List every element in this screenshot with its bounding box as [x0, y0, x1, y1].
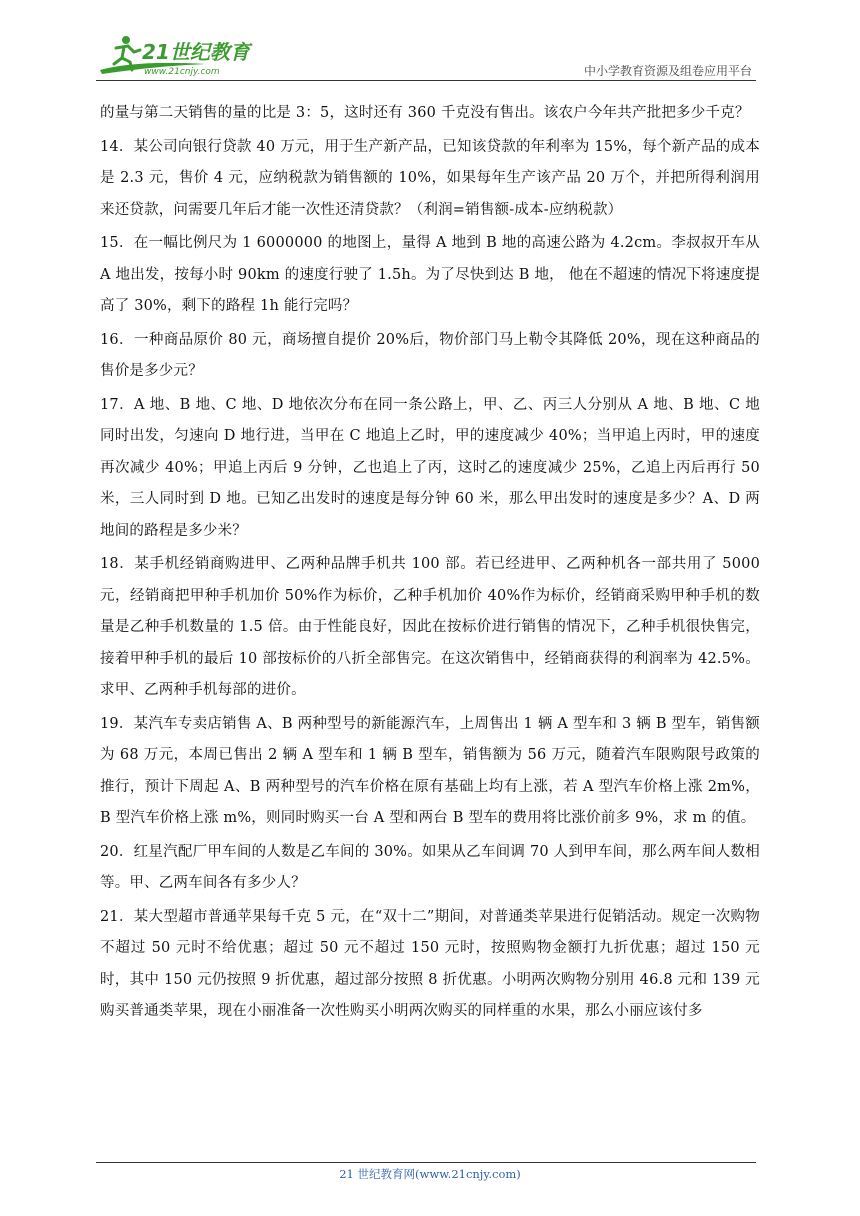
- logo: [96, 30, 296, 82]
- runner-logo-icon: [96, 30, 296, 82]
- problem-14: 14．某公司向银行贷款 40 万元，用于生产新产品，已知该贷款的年利率为 15%，每个新产品的成本是 2.3 元，售价 4 元，应纳税款为销售额的 10%，如果每年生产该产品 20 万个，并把所得利润用来还贷款，问需要几年后才能一次性还清贷款？（利润=销售额-成本-应纳税款）: [100, 138, 760, 218]
- platform-name: 中小学教育资源及组卷应用平台: [583, 64, 752, 78]
- footer-divider: [96, 1162, 756, 1163]
- problem-15: 15．在一幅比例尺为 1 6000000 的地图上，量得 A 地到 B 地的高速公路为 4.2cm。李叔叔开车从 A 地出发，按每小时 90km 的速度行驶了 1.5h。为了尽快到达 B 地， 他在不超速的情况下将速度提高了 30%，剩下的路程 1h 能行完吗？: [100, 235, 760, 314]
- problem-18: 18．某手机经销商购进甲、乙两种品牌手机共 100 部。若已经进甲、乙两种机各一部共用了 5000 元，经销商把甲种手机加价 50%作为标价，乙种手机加价 40%作为标价，经销商采购甲种手机的数量是乙种手机数量的 1.5 倍。由于性能良好，因此在按标价进行销售的情况下，乙种手机很快售完，接着甲种手机的最后 10 部按标价的八折全部售完。在这次销售中，经销商获得的利润率为 42.5%。求甲、乙两种手机每部的进价。: [100, 556, 760, 698]
- problem-list: [100, 98, 760, 1030]
- footer-link[interactable]: 21 世纪教育网(www.21cnjy.com): [339, 1167, 521, 1181]
- header-divider: [96, 80, 756, 81]
- problem-19: 19．某汽车专卖店销售 A、B 两种型号的新能源汽车，上周售出 1 辆 A 型车和 3 辆 B 型车，销售额为 68 万元，本周已售出 2 辆 A 型车和 1 辆 B 型车，销售额为 56 万元，随着汽车限购限号政策的推行，预计下周起 A、B 两种型号的汽车价格在原有基础上均有上涨，若 A 型汽车价格上涨 2m%，B 型汽车价格上涨 m%，则同时购买一台 A 型和两台 B 型车的费用将比涨价前多 9%，求 m 的值。: [100, 715, 760, 826]
- problem-13-continuation: 的量与第二天销售的量的比是 3：5，这时还有 360 千克没有售出。该农户今年共产批把多少千克？: [100, 105, 750, 121]
- problem-20: 20．红星汽配厂甲车间的人数是乙车间的 30%。如果从乙车间调 70 人到甲车间，那么两车间人数相等。甲、乙两车间各有多少人？: [100, 843, 760, 891]
- problem-21: 21．某大型超市普通苹果每千克 5 元，在“双十二”期间，对普通类苹果进行促销活动。规定一次购物不超过 50 元时不给优惠；超过 50 元不超过 150 元时，按照购物金额打九折优惠；超过 150 元时，其中 150 元仍按照 9 折优惠，超过部分按照 8 折优惠。小明两次购物分别用 46.8 元和 139 元购买普通类苹果，现在小丽准备一次性购买小明两次购买的同样重的水果，那么小丽应该付多: [100, 908, 760, 1019]
- logo-text: 21世纪教育: [142, 40, 250, 64]
- page-header: [96, 30, 756, 82]
- problem-17: 17．A 地、B 地、C 地、D 地依次分布在同一条公路上，甲、乙、丙三人分别从 A 地、B 地、C 地同时出发，匀速向 D 地行进，当甲在 C 地追上乙时，甲的速度减少 40%；当甲追上丙时，甲的速度再次减少 40%；甲追上丙后 9 分钟，乙也追上了丙，这时乙的速度减少 25%，乙追上丙后再行 50 米，三人同时到 D 地。已知乙出发时的速度是每分钟 60 米，那么甲出发时的速度是多少？A、D 两地间的路程是多少米？: [100, 396, 760, 539]
- logo-url-text: www.21cnjy.com: [144, 67, 220, 77]
- problem-16: 16．一种商品原价 80 元，商场擅自提价 20%后，物价部门马上勒令其降低 20%，现在这种商品的售价是多少元？: [100, 331, 760, 379]
